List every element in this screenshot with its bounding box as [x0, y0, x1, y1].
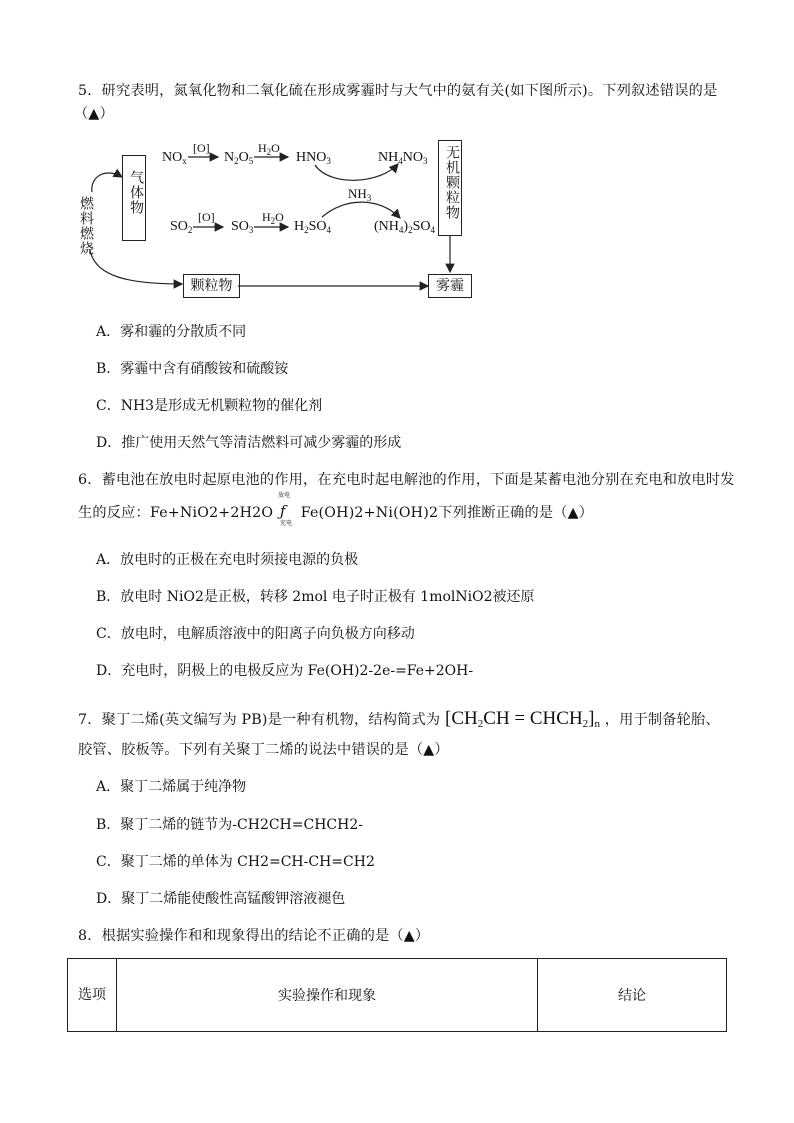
reagent-o-1: [O]: [193, 141, 210, 155]
reagent-nh3: $NH_3$: [348, 186, 372, 203]
species-nox: $NO_x$: [162, 150, 187, 166]
q7-stem-line1: [78, 708, 720, 730]
q5-option-d: D．推广使用天然气等清洁燃料可减少雾霾的形成: [96, 435, 402, 451]
q7-stem-suffix: ，用于制备轮胎、: [604, 712, 720, 728]
species-so2: $SO_2$: [170, 219, 193, 235]
haze-box: [428, 274, 472, 298]
gas-box: [122, 155, 146, 241]
q5-stem-line1: 5．研究表明，氮氧化物和二氧化硫在形成雾霾时与大气中的氨有关(如下图所示)。下列叙述错误的是: [78, 83, 718, 99]
arrow-h2so4-nh42so4: [322, 202, 400, 218]
q7-stem-line2: 胶管、胶板等。下列有关聚丁二烯的说法中错误的是（▲）: [78, 742, 449, 758]
q7-option-c: C．聚丁二烯的单体为 CH2=CH-CH=CH2: [96, 854, 375, 870]
arrow-fuel-to-gas: [92, 173, 122, 192]
arrow-fuel-to-particles: [90, 250, 182, 284]
arrow-hno3-nh4no3: [315, 164, 398, 180]
q5-stem-line2: （▲）: [74, 106, 114, 122]
q6-reactants: 生的反应：Fe+NiO2+2H2O: [78, 505, 274, 521]
q7-option-b: B．聚丁二烯的链节为-CH2CH=CHCH2-: [96, 817, 363, 833]
q7-option-d: D．聚丁二烯能使酸性高锰酸钾溶液褪色: [96, 891, 346, 907]
reagent-h2o-2: $H_2O$: [262, 210, 284, 226]
particles-box: [183, 274, 240, 298]
q7-option-a: A．聚丁二烯属于纯净物: [96, 779, 247, 795]
gas-label: 气体物: [128, 170, 144, 215]
q6-option-a: A．放电时的正极在充电时须接电源的负极: [96, 552, 359, 568]
inorganic-particles-label: 无机颗粒物: [444, 145, 460, 220]
species-nh42so4: $(NH_4)_2SO_4$: [374, 219, 435, 235]
header-option: 选项: [68, 959, 117, 1032]
q6-stem-line2: [78, 492, 594, 527]
reagent-h2o-1: $H_2O$: [258, 141, 280, 157]
q8-stem: 8．根据实验操作和和现象得出的结论不正确的是（▲）: [78, 928, 430, 944]
reagent-o-2: [O]: [198, 210, 215, 224]
q6-option-b: B．放电时 NiO2是正极，转移 2mol 电子时正极有 1molNiO2被还原: [96, 589, 535, 605]
q5-option-a: A．雾和霾的分散质不同: [96, 324, 247, 340]
pb-structure-formula: [$CH_2CH$ = $CHCH_2]_n$: [445, 708, 600, 730]
inorganic-particles-box: [438, 140, 462, 236]
arrow-top-label: 放电: [277, 492, 291, 499]
arrow-bottom-label: 充电: [279, 520, 293, 527]
haze-label: 雾霾: [436, 278, 464, 294]
species-hno3: $HNO_3$: [296, 150, 331, 166]
fuel-combustion-label: 燃料燃烧: [78, 196, 94, 256]
q5-option-b: B．雾霾中含有硝酸铵和硫酸铵: [96, 361, 289, 377]
reversible-arrow: [277, 492, 296, 527]
species-so3: $SO_3$: [231, 219, 254, 235]
species-n2o5: $N_2O_5$: [224, 150, 254, 166]
header-conclusion: 结论: [538, 959, 727, 1032]
q6-option-c: C．放电时，电解质溶液中的阳离子向负极方向移动: [96, 626, 415, 642]
q6-products: Fe(OH)2+Ni(OH)2下列推断正确的是（▲）: [300, 505, 594, 521]
q6-stem-line1: 6．蓄电池在放电时起原电池的作用，在充电时起电解池的作用，下面是某蓄电池分别在充电和放电时发: [78, 472, 735, 488]
particles-label: 颗粒物: [190, 278, 233, 294]
q8-table: [67, 958, 727, 1032]
q6-option-d: D．充电时，阴极上的电极反应为 Fe(OH)2-2e-=Fe+2OH-: [96, 663, 474, 679]
species-nh4no3: $NH_4NO_3$: [378, 150, 428, 166]
arrow-glyph: ƒ: [279, 502, 286, 520]
species-h2so4: $H_2SO_4$: [294, 219, 332, 235]
q5-option-c: C．NH3是形成无机颗粒物的催化剂: [96, 398, 323, 414]
table-header-row: [68, 959, 727, 1032]
header-operation: 实验操作和现象: [117, 959, 538, 1032]
q7-stem-prefix: 7．聚丁二烯(英文编写为 PB)是一种有机物，结构简式为: [78, 712, 441, 728]
